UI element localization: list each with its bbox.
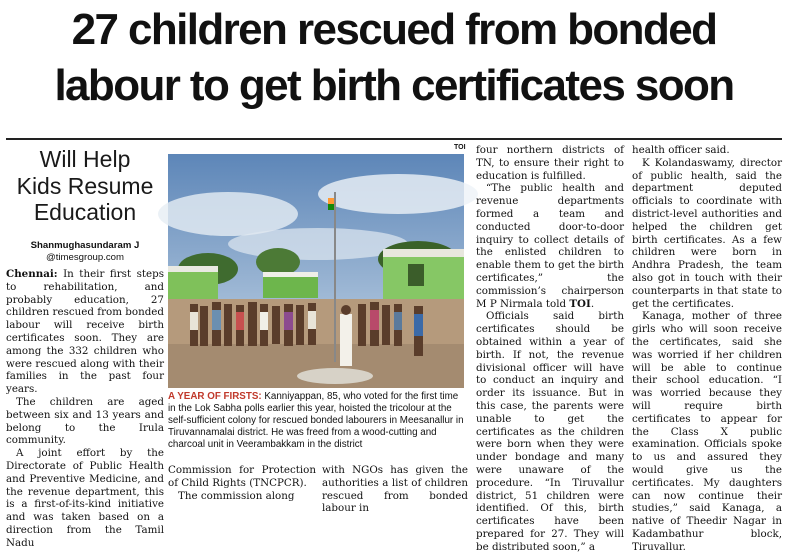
headline-line-2: labour to get birth certificates soon bbox=[54, 61, 734, 110]
byline bbox=[6, 240, 164, 264]
byline-handle: @timesgroup.com bbox=[46, 252, 124, 263]
article-column-3 bbox=[322, 464, 468, 515]
kicker-line-2: Kids Resume bbox=[16, 172, 154, 199]
paragraph bbox=[6, 268, 164, 396]
paragraph: Commission for Protection of Child Rights (TNCPCR). bbox=[168, 464, 316, 489]
headline-line-1: 27 children rescued from bonded bbox=[71, 5, 717, 54]
kicker-line-3: Education bbox=[33, 199, 137, 225]
paragraph: Officials said birth certificates should be obtained within a year of birth. If not, the revenue divisional officer will have to conduct an inquiry and order its issuance. But in this case, the parents were unable to get the certificates as the children were born when they were under bondage and many were unaware of the procedure. “In Tiruvallur district, 51 children were identified. Of this, birth certificates have been prepared for 27. They will be distributed soon,” a bbox=[476, 310, 624, 553]
article-column-2 bbox=[168, 464, 316, 502]
paragraph: K Kolandaswamy, director of public health, said the department deputed officials to coordinate with district-level authorities and helped the children get birth certificates. As a few children were born in Andhra Pradesh, the team also got in touch with their counterparts in that state to get the certificates. bbox=[632, 156, 782, 310]
caption-lead: A YEAR OF FIRSTS: bbox=[168, 391, 262, 402]
photo-credit: TOI bbox=[454, 144, 466, 151]
paragraph: The children are aged between six and 13 years and belong to the Irula community. bbox=[6, 395, 164, 447]
paragraph: The commission along bbox=[178, 489, 295, 502]
sidebar-kicker bbox=[6, 146, 164, 226]
article-column-5 bbox=[632, 144, 782, 554]
paragraph-text: In their first steps to rehabilitation, and probably education, 27 children rescued from bonded labour will receive birth certificates soon. They are among the 332 children who were rescued along with their families in the past four years. bbox=[6, 268, 164, 396]
paragraph-end: . bbox=[590, 297, 595, 310]
paragraph-text: “The public health and revenue departments formed a team and conducted door-to-door inquiry to collect details of the enlisted children to enable them to get the birth certificates,” the commission’s chairperson M P Nirmala told bbox=[476, 182, 624, 310]
news-photo bbox=[168, 154, 464, 388]
paragraph: four northern districts of TN, to ensure their right to education is fulfilled. bbox=[476, 144, 624, 182]
paragraph: with NGOs has given the authorities a list of children rescued from bonded labour in bbox=[322, 464, 468, 515]
dateline: Chennai: bbox=[6, 268, 58, 280]
toi-mention: TOI bbox=[569, 297, 591, 310]
paragraph: Kanaga, mother of three girls who will soon receive the certificates, said she was worried if her children will be able to continue their school education. “I was worried because they will require birth certificates to appear for the Class X public examination. Officials spoke to us and assured they would give us the certificates. My daughters can now continue their studies,” said Kanaga, a native of Theedir Nagar in Kadambathur block, Tiruvallur. bbox=[632, 310, 782, 553]
byline-author: Shanmughasundaram J bbox=[30, 240, 140, 251]
paragraph: health officer said. bbox=[632, 144, 730, 156]
paragraph: A joint effort by the Directorate of Public Health and Preventive Medicine, and the revenue department, this is a first-of-its-kind initiative and was taken based on a direction from the Tamil Nadu bbox=[6, 447, 164, 549]
kicker-line-1: Will Help bbox=[39, 146, 131, 172]
paragraph bbox=[476, 182, 624, 310]
caption-text: Kanniyappan, 85, who voted for the first time in the Lok Sabha polls earlier this year, hoisted the tricolour at the self-sufficient colony for rescued bonded labourers in Meesanallur in Tiruvannamalai district. He was freed from a wood-cutting and charcoal unit in Veerambakkam in the district bbox=[168, 391, 464, 450]
article-column-1 bbox=[6, 268, 164, 550]
photo-caption bbox=[168, 391, 466, 451]
headline-rule bbox=[6, 138, 782, 140]
headline bbox=[0, 2, 788, 114]
photo-illustration bbox=[168, 154, 464, 388]
article-column-4 bbox=[476, 144, 624, 554]
